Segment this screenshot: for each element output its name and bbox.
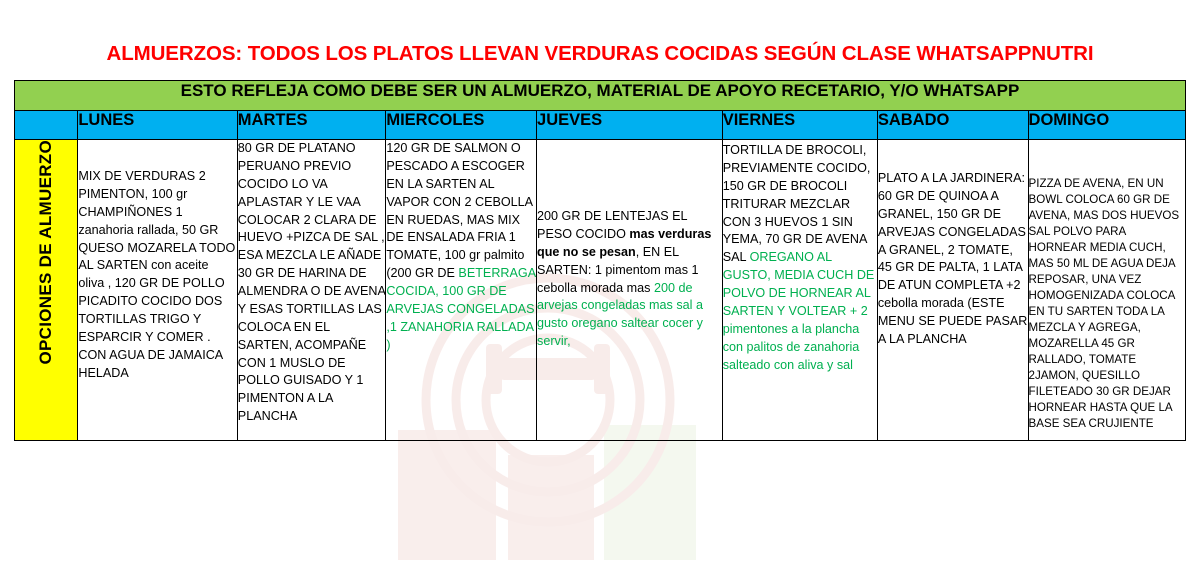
day-header-lunes: LUNES bbox=[78, 111, 237, 140]
cell-jueves-text bbox=[537, 140, 722, 351]
day-header-viernes: VIERNES bbox=[722, 111, 877, 140]
cell-lunes bbox=[78, 140, 237, 441]
cell-jueves-part2: , EN EL SARTEN: 1 pimentom mas 1 cebolla morada mas bbox=[537, 244, 699, 295]
cell-jueves-green: 200 de arvejas congeladas mas sal a gusto oregano saltear cocer y servir, bbox=[537, 280, 703, 349]
header-blank bbox=[15, 111, 78, 140]
day-header-miercoles: MIERCOLES bbox=[386, 111, 537, 140]
day-header-sabado: SABADO bbox=[877, 111, 1028, 140]
cell-viernes-text bbox=[723, 140, 877, 374]
banner-cell: ESTO REFLEJA COMO DEBE SER UN ALMUERZO, MATERIAL DE APOYO RECETARIO, Y/O WHATSAPP bbox=[15, 81, 1186, 111]
cell-miercoles-part1: 120 GR DE SALMON O PESCADO A ESCOGER EN LA SARTEN AL VAPOR CON 2 CEBOLLA EN RUEDAS, MAS MIX DE ENSALADA FRIA 1 TOMATE, 100 gr palmito (200 GR DE bbox=[386, 141, 533, 281]
cell-lunes-text: MIX DE VERDURAS 2 PIMENTON, 100 gr CHAMPIÑONES 1 zanahoria rallada, 50 GR QUESO MOZARELA TODO AL SARTEN con aceite oliva , 120 GR DE POLLO PICADITO COCIDO DOS TORTILLAS TRIGO Y ESPARCIR Y COMER . CON AGUA DE JAMAICA HELADA bbox=[78, 169, 236, 380]
cell-martes-text: 80 GR DE PLATANO PERUANO PREVIO COCIDO LO VA APLASTAR Y LE VAA COLOCAR 2 CLARA DE HUEVO +PIZCA DE SAL , ESA MEZCLA LE AÑADE 30 GR DE HARINA DE ALMENDRA O DE AVENA Y ESAS TORTILLAS LAS COLOCA EN EL SARTEN, ACOMPAÑE CON 1 MUSLO DE POLLO GUISADO Y 1 PIMENTON A LA PLANCHA bbox=[237, 141, 386, 424]
day-header-jueves: JUEVES bbox=[537, 111, 723, 140]
cell-miercoles-text bbox=[386, 140, 536, 355]
row-label-opciones-almuerzo bbox=[15, 140, 78, 441]
almuerzos-table bbox=[14, 80, 1186, 441]
day-header-martes: MARTES bbox=[237, 111, 386, 140]
cell-sabado bbox=[877, 140, 1028, 441]
cell-domingo bbox=[1028, 140, 1185, 441]
cell-jueves bbox=[537, 140, 723, 441]
cell-jueves-part1: 200 GR DE LENTEJAS EL PESO COCIDO bbox=[537, 209, 688, 241]
cell-viernes-part1: TORTILLA DE BROCOLI, PREVIAMENTE COCIDO, 150 GR DE BROCOLI TRITURAR MEZCLAR CON 3 HUEVOS 1 SIN YEMA, 70 GR DE AVENA SAL bbox=[722, 143, 871, 265]
cell-martes bbox=[237, 140, 386, 441]
cell-jueves-bold: mas verduras que no se pesan bbox=[537, 226, 712, 259]
page-title: ALMUERZOS: TODOS LOS PLATOS LLEVAN VERDURAS COCIDAS SEGÚN CLASE WHATSAPPNUTRI bbox=[106, 42, 1094, 65]
day-header-row bbox=[15, 111, 1186, 140]
cell-miercoles bbox=[386, 140, 537, 441]
table-row bbox=[15, 140, 1186, 441]
cell-domingo-text: PIZZA DE AVENA, EN UN BOWL COLOCA 60 GR DE AVENA, MAS DOS HUEVOS SAL POLVO PARA HORNEAR MEDIA CUCH, MAS 50 ML DE AGUA DEJA REPOSAR, UNA VEZ HOMOGENIZADA COLOCA EN TU SARTEN TODA LA MEZCLA Y AGREGA, MOZARELLA 45 GR RALLADO, TOMATE 2JAMON, QUESILLO FILETEADO 30 GR DEJAR HORNEAR HASTA QUE LA BASE SEA CRUJIENTE bbox=[1028, 177, 1180, 430]
banner-row bbox=[15, 81, 1186, 111]
cell-viernes bbox=[722, 140, 877, 441]
row-label-text: OPCIONES DE ALMUERZO bbox=[35, 140, 55, 365]
cell-viernes-green: OREGANO AL GUSTO, MEDIA CUCH DE POLVO DE HORNEAR AL SARTEN Y VOLTEAR + 2 pimentones a la plancha con palitos de zanahoria salteado con aliva y sal bbox=[722, 250, 875, 372]
cell-sabado-text: PLATO A LA JARDINERA: 60 GR DE QUINOA A GRANEL, 150 GR DE ARVEJAS CONGELADAS A GRANEL, 2 TOMATE, 45 GR DE PALTA, 1 LATA DE ATUN COMPLETA +2 cebolla morada (ESTE MENU SE PUEDE PASAR A LA PLANCHA bbox=[877, 171, 1028, 346]
cell-miercoles-part2: BETERRAGA COCIDA, 100 GR DE ARVEJAS CONGELADAS ,1 ZANAHORIA RALLADA ) bbox=[386, 266, 536, 352]
day-header-domingo: DOMINGO bbox=[1028, 111, 1185, 140]
